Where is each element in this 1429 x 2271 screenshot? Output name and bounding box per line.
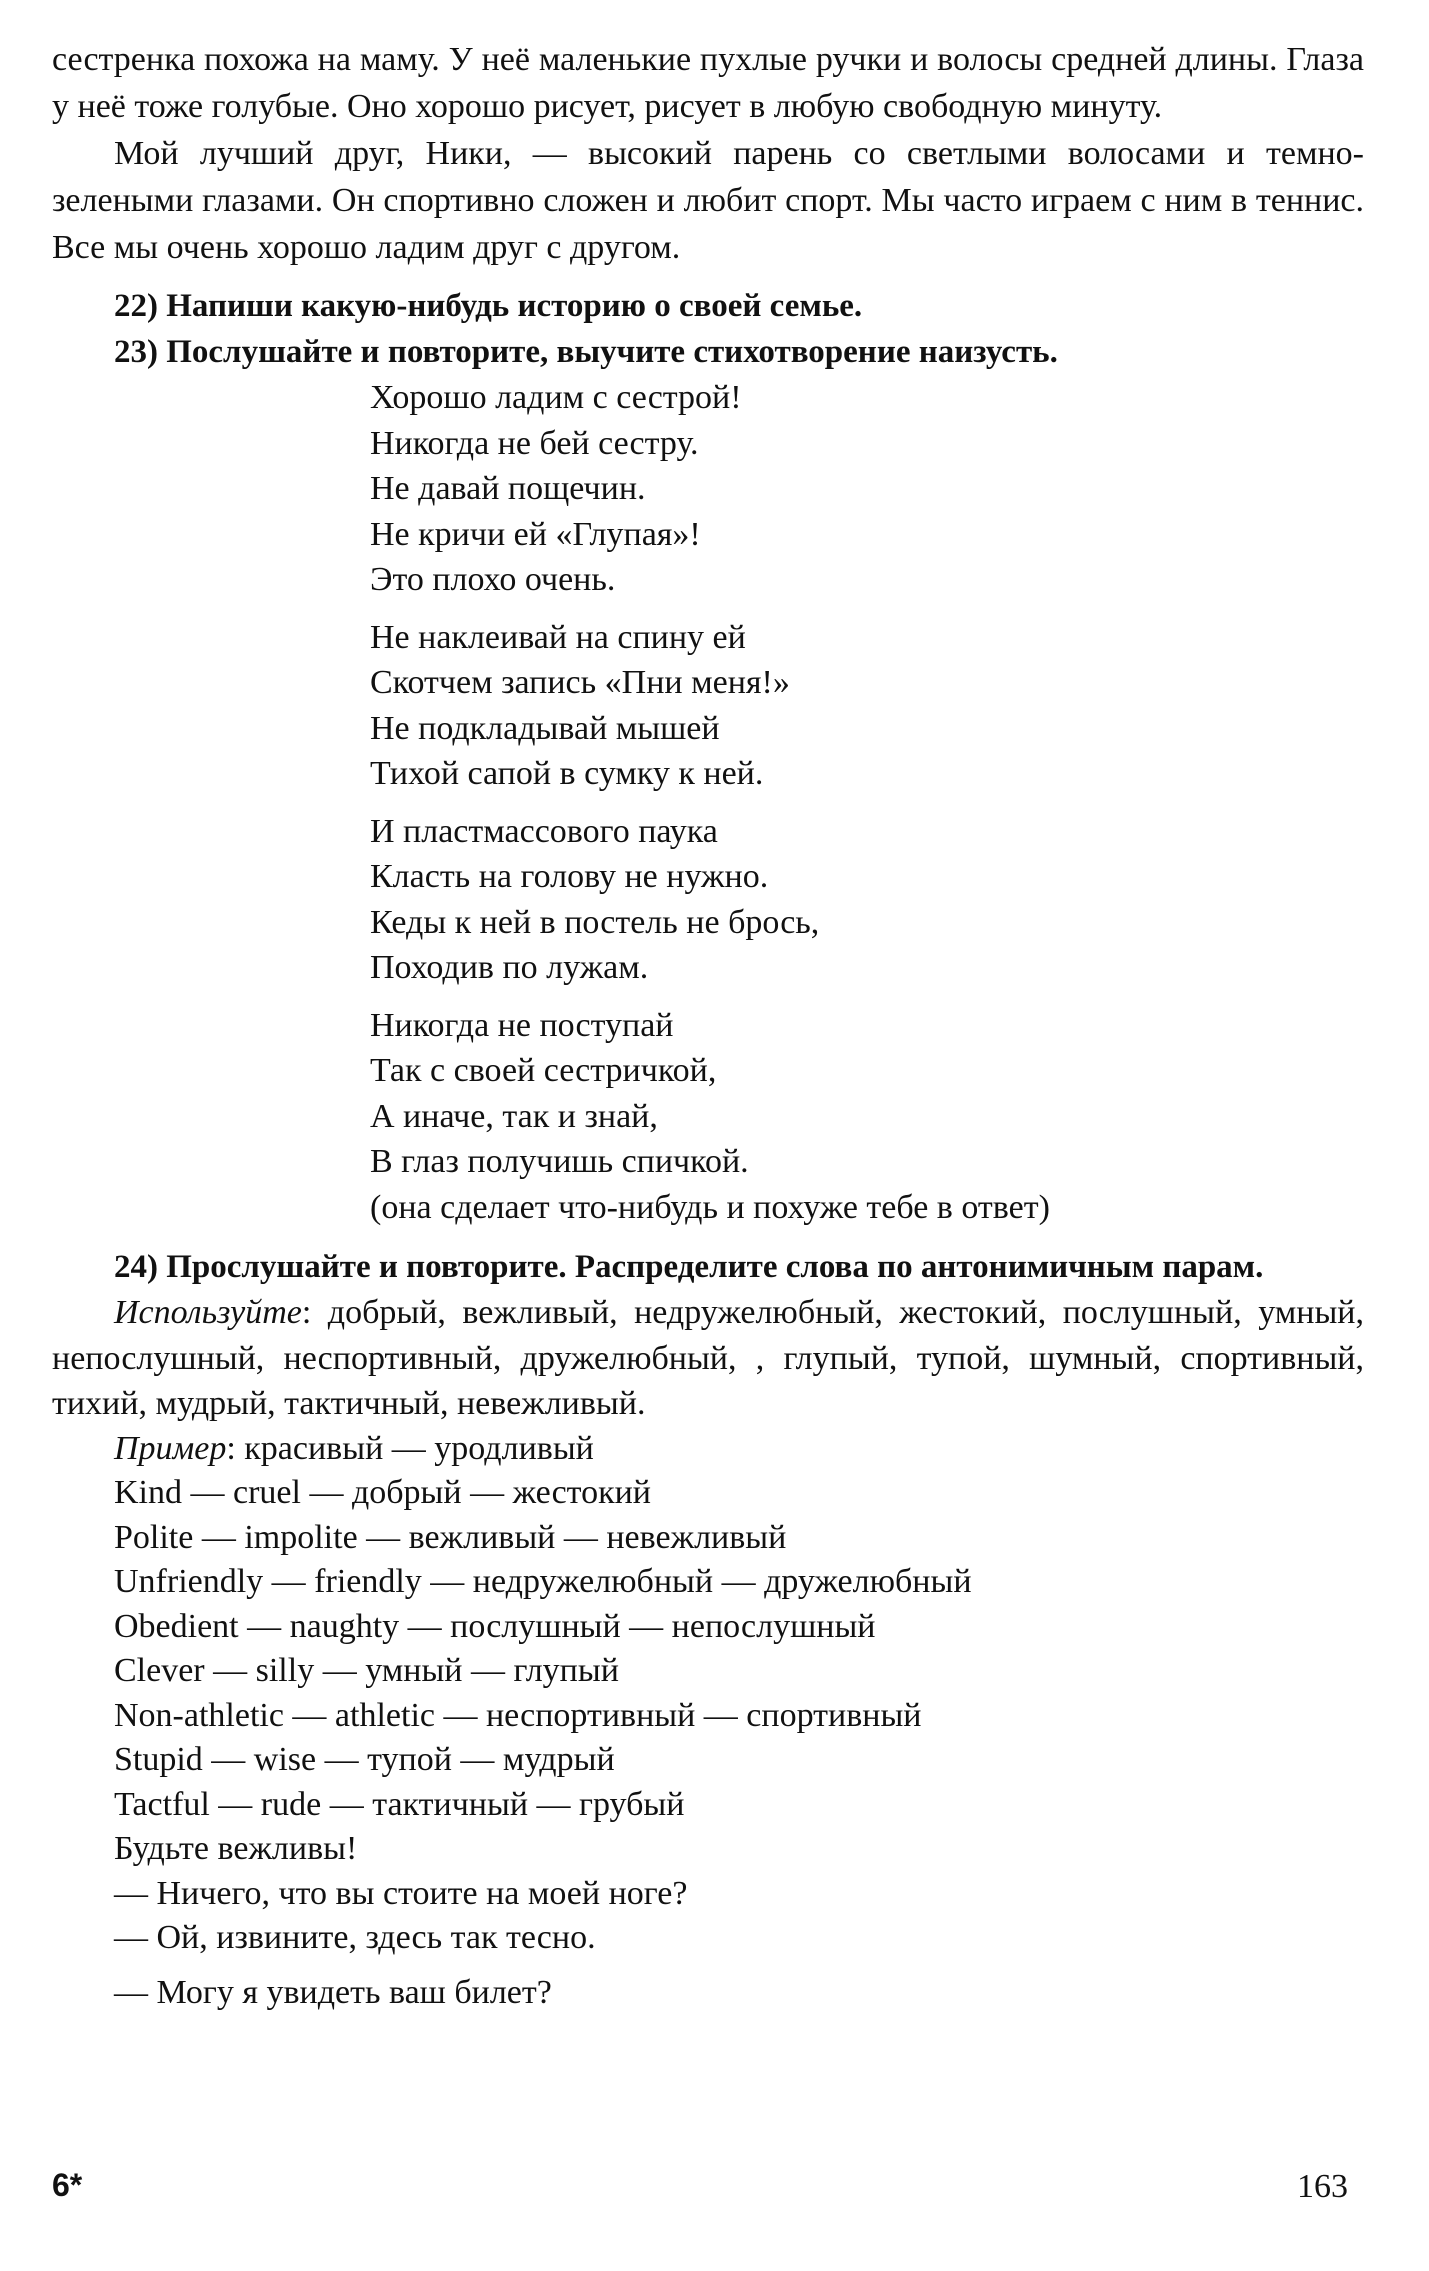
- poem-stanza-3: [370, 809, 1364, 991]
- poem-line: Никогда не бей сестру.: [370, 424, 699, 462]
- poem-line: Скотчем запись «Пни меня!»: [370, 664, 790, 701]
- antonym-pair: Polite — impolite — вежливый — невежливый: [114, 1518, 787, 1556]
- poem-line: Тихой сапой в сумку к ней.: [370, 755, 764, 792]
- poem-line: Не кричи ей «Глупая»!: [370, 515, 701, 553]
- example-line: [114, 1427, 1364, 1472]
- poem-line: Так с своей сестричкой,: [370, 1052, 717, 1089]
- poem-stanza-4: [370, 1003, 1364, 1231]
- poem-stanza-1: [370, 375, 1364, 603]
- poem-line: Не давай пощечин.: [370, 470, 646, 507]
- antonym-pair: Obedient — naughty — послушный — непослушный: [114, 1607, 876, 1645]
- poem-line: Не подкладывай мышей: [370, 709, 720, 747]
- signature-mark: 6*: [52, 2167, 83, 2203]
- intro-paragraph-1: сестренка похожа на маму. У неё маленькие пухлые ручки и волосы средней длины. Глаза у неё тоже голубые. Оно хорошо рисует, рисует в любую свободную минуту.: [52, 41, 1364, 125]
- poem-line: Это плохо очень.: [370, 561, 616, 598]
- example-label: Пример: [114, 1429, 227, 1467]
- antonym-list: [52, 1427, 1364, 2016]
- poem-line: Походив по лужам.: [370, 949, 649, 986]
- poem-line: Не наклеивай на спину ей: [370, 618, 746, 656]
- antonym-pair: Stupid — wise — тупой — мудрый: [114, 1741, 615, 1778]
- antonym-pair: Unfriendly — friendly — недружелюбный — дружелюбный: [114, 1563, 972, 1600]
- poem: [370, 375, 1364, 1230]
- poem-line: (она сделает что-нибудь и похуже тебе в ответ): [370, 1188, 1050, 1226]
- poem-line: И пластмассового паука: [370, 812, 718, 850]
- example-text: : красивый — уродливый: [226, 1429, 594, 1467]
- task-24-heading: 24) Прослушайте и повторите. Распределите слова по антонимичным парам.: [114, 1249, 1264, 1285]
- page-number: 163: [1297, 2168, 1348, 2205]
- word-bank-text: : добрый, вежливый, недружелюбный, жестокий, послушный, умный, непослушный, неспортивный, дружелюбный, , глупый, тупой, шумный, спортивный, тихий, мудрый, тактичный, невежливый.: [52, 1294, 1364, 1422]
- polite-line: — Ой, извините, здесь так тесно.: [114, 1919, 596, 1956]
- antonym-pair: Non-athletic — athletic — неспортивный — спортивный: [114, 1696, 922, 1734]
- poem-line: Хорошо ладим с сестрой!: [370, 379, 742, 416]
- antonym-pair: Clever — silly — умный — глупый: [114, 1652, 619, 1689]
- use-label: Используйте: [114, 1294, 302, 1331]
- poem-line: В глаз получишь спичкой.: [370, 1143, 749, 1180]
- poem-stanza-2: [370, 615, 1364, 797]
- polite-line-last: — Могу я увидеть ваш билет?: [114, 1973, 552, 2011]
- intro-paragraph-2: Мой лучший друг, Ники, — высокий парень со светлыми волосами и темно-зелеными глазами. Он спортивно сложен и любит спорт. Мы часто играем с ним в теннис. Все мы очень хорошо ладим друг с другом.: [52, 135, 1364, 266]
- antonym-pair: Kind — cruel — добрый — жестокий: [114, 1474, 651, 1511]
- polite-line: Будьте вежливы!: [114, 1830, 358, 1867]
- poem-line: А иначе, так и знай,: [370, 1097, 658, 1135]
- poem-line: Класть на голову не нужно.: [370, 858, 769, 895]
- poem-line: Никогда не поступай: [370, 1006, 674, 1044]
- word-bank: [52, 1290, 1364, 1427]
- page-body: [52, 36, 1364, 2015]
- polite-line: — Ничего, что вы стоите на моей ноге?: [114, 1874, 688, 1912]
- poem-line: Кеды к ней в постель не брось,: [370, 903, 820, 941]
- task-22-heading: 22) Напиши какую-нибудь историю о своей семье.: [114, 288, 863, 324]
- antonym-pair: Tactful — rude — тактичный — грубый: [114, 1785, 685, 1823]
- task-23-heading: 23) Послушайте и повторите, выучите стихотворение наизусть.: [114, 334, 1058, 370]
